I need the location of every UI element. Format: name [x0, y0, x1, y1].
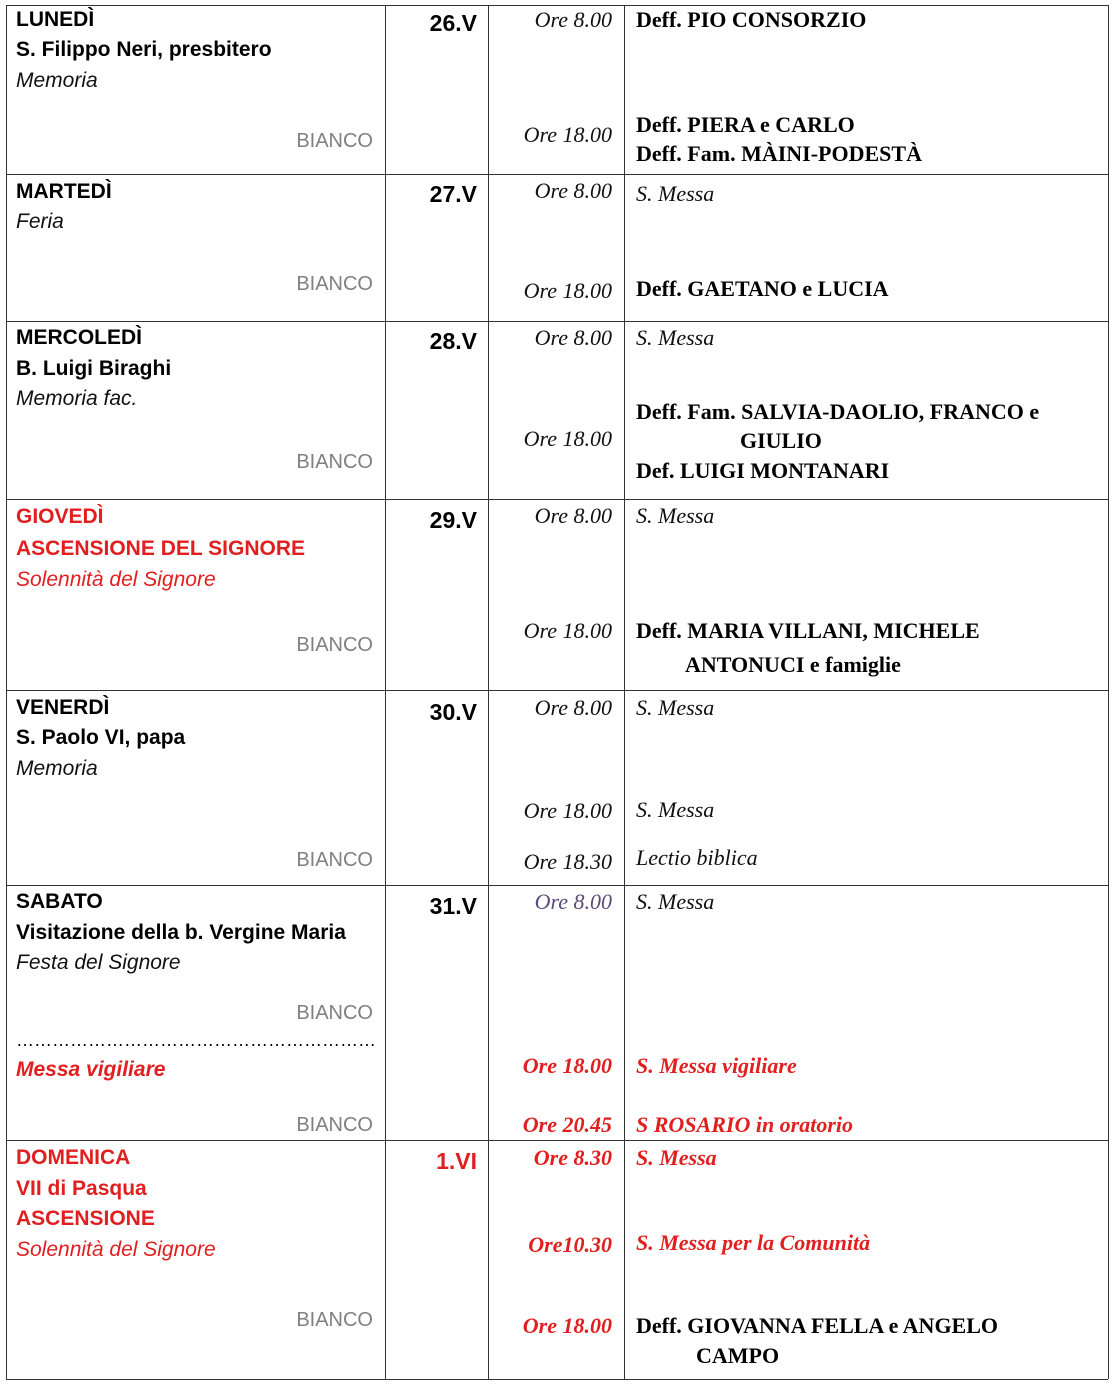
celebration-title: Visitazione della b. Vergine Maria: [16, 921, 346, 944]
mass-time: Ore 8.00: [534, 503, 612, 528]
liturgical-color: BIANCO: [296, 273, 373, 295]
day-name: VENERDÌ: [16, 696, 110, 719]
date: 28.V: [429, 328, 477, 354]
intention: Deff. PIO CONSORZIO: [636, 7, 867, 32]
liturgical-color: BIANCO: [296, 1309, 373, 1331]
celebration-title: ASCENSIONE: [16, 1207, 155, 1230]
row-divider: [6, 1379, 1108, 1380]
intention: S. Messa: [636, 503, 715, 528]
vigil-label: Messa vigiliare: [16, 1058, 166, 1081]
mass-time: Ore 18.00: [523, 618, 612, 643]
mass-time: Ore 8.00: [534, 695, 612, 720]
liturgical-color: BIANCO: [296, 634, 373, 656]
day-name: SABATO: [16, 890, 103, 913]
date: 26.V: [429, 10, 477, 36]
date: 1.VI: [436, 1148, 477, 1174]
intention: GIULIO: [740, 428, 822, 453]
intention: S. Messa: [636, 889, 715, 914]
celebration-title: ASCENSIONE DEL SIGNORE: [16, 537, 305, 560]
intention: S. Messa vigiliare: [636, 1053, 797, 1078]
column-divider: [1108, 5, 1109, 1379]
mass-time: Ore 8.30: [533, 1145, 612, 1170]
intention: Deff. MARIA VILLANI, MICHELE: [636, 618, 980, 643]
liturgical-rank: Feria: [16, 210, 64, 233]
liturgical-color: BIANCO: [296, 451, 373, 473]
date: 29.V: [429, 507, 477, 533]
row-divider: [6, 174, 1108, 175]
mass-time: Ore 18.00: [523, 798, 612, 823]
mass-time: Ore 18.00: [522, 1313, 612, 1338]
mass-time: Ore 18.00: [522, 1053, 612, 1078]
intention: ANTONUCI e famiglie: [685, 652, 901, 677]
date: 30.V: [429, 699, 477, 725]
mass-time: Ore10.30: [528, 1232, 612, 1257]
intention: Deff. GAETANO e LUCIA: [636, 276, 889, 301]
mass-time: Ore 8.00: [534, 178, 612, 203]
celebration-title: B. Luigi Biraghi: [16, 357, 172, 380]
mass-time: Ore 8.00: [534, 7, 612, 32]
intention: CAMPO: [696, 1343, 780, 1368]
celebration-title: S. Filippo Neri, presbitero: [16, 38, 272, 61]
intention: Def. LUIGI MONTANARI: [636, 458, 890, 483]
column-divider: [624, 5, 625, 1379]
intention: Deff. Fam. MÀINI-PODESTÀ: [636, 141, 922, 166]
liturgical-rank: Solennità del Signore: [16, 568, 216, 591]
intention: S. Messa per la Comunità: [636, 1230, 871, 1255]
liturgical-rank: Memoria: [16, 69, 98, 92]
row-divider: [6, 885, 1108, 886]
day-name: LUNEDÌ: [16, 8, 95, 31]
intention: S. Messa: [636, 181, 715, 206]
liturgical-rank: Memoria: [16, 757, 98, 780]
row-divider: [6, 5, 1108, 6]
column-divider: [488, 5, 489, 1379]
intention: Deff. PIERA e CARLO: [636, 112, 855, 137]
separator-dots: ……………………………………………………: [16, 1030, 376, 1050]
day-name: MARTEDÌ: [16, 180, 112, 203]
intention: S ROSARIO in oratorio: [636, 1112, 854, 1137]
intention: S. Messa: [636, 797, 715, 822]
mass-time: Ore 8.00: [534, 325, 612, 350]
intention: Lectio biblica: [636, 845, 758, 870]
row-divider: [6, 690, 1108, 691]
mass-time: Ore 8.00: [534, 889, 612, 914]
row-divider: [6, 1140, 1108, 1141]
column-divider: [6, 5, 7, 1379]
day-name: GIOVEDÌ: [16, 505, 104, 528]
date: 31.V: [429, 893, 477, 919]
mass-time: Ore 18.00: [523, 278, 612, 303]
liturgical-color: BIANCO: [296, 1114, 373, 1136]
day-name: DOMENICA: [16, 1146, 131, 1169]
day-name: MERCOLEDÌ: [16, 326, 142, 349]
row-divider: [6, 321, 1108, 322]
liturgical-color: BIANCO: [296, 1002, 373, 1024]
mass-time: Ore 18.00: [523, 426, 612, 451]
celebration-title: VII di Pasqua: [16, 1177, 147, 1200]
mass-time: Ore 18.00: [523, 122, 612, 147]
celebration-title: S. Paolo VI, papa: [16, 726, 186, 749]
intention: Deff. Fam. SALVIA-DAOLIO, FRANCO e: [636, 399, 1040, 424]
liturgical-color: BIANCO: [296, 849, 373, 871]
mass-time: Ore 20.45: [522, 1112, 612, 1137]
row-divider: [6, 499, 1108, 500]
date: 27.V: [429, 181, 477, 207]
intention: S. Messa: [636, 695, 715, 720]
intention: Deff. GIOVANNA FELLA e ANGELO: [636, 1313, 999, 1338]
liturgical-rank: Solennità del Signore: [16, 1238, 216, 1261]
intention: S. Messa: [636, 1145, 717, 1170]
liturgical-rank: Festa del Signore: [16, 951, 181, 974]
mass-time: Ore 18.30: [523, 849, 612, 874]
intention: S. Messa: [636, 325, 715, 350]
liturgical-color: BIANCO: [296, 130, 373, 152]
liturgical-rank: Memoria fac.: [16, 387, 138, 410]
